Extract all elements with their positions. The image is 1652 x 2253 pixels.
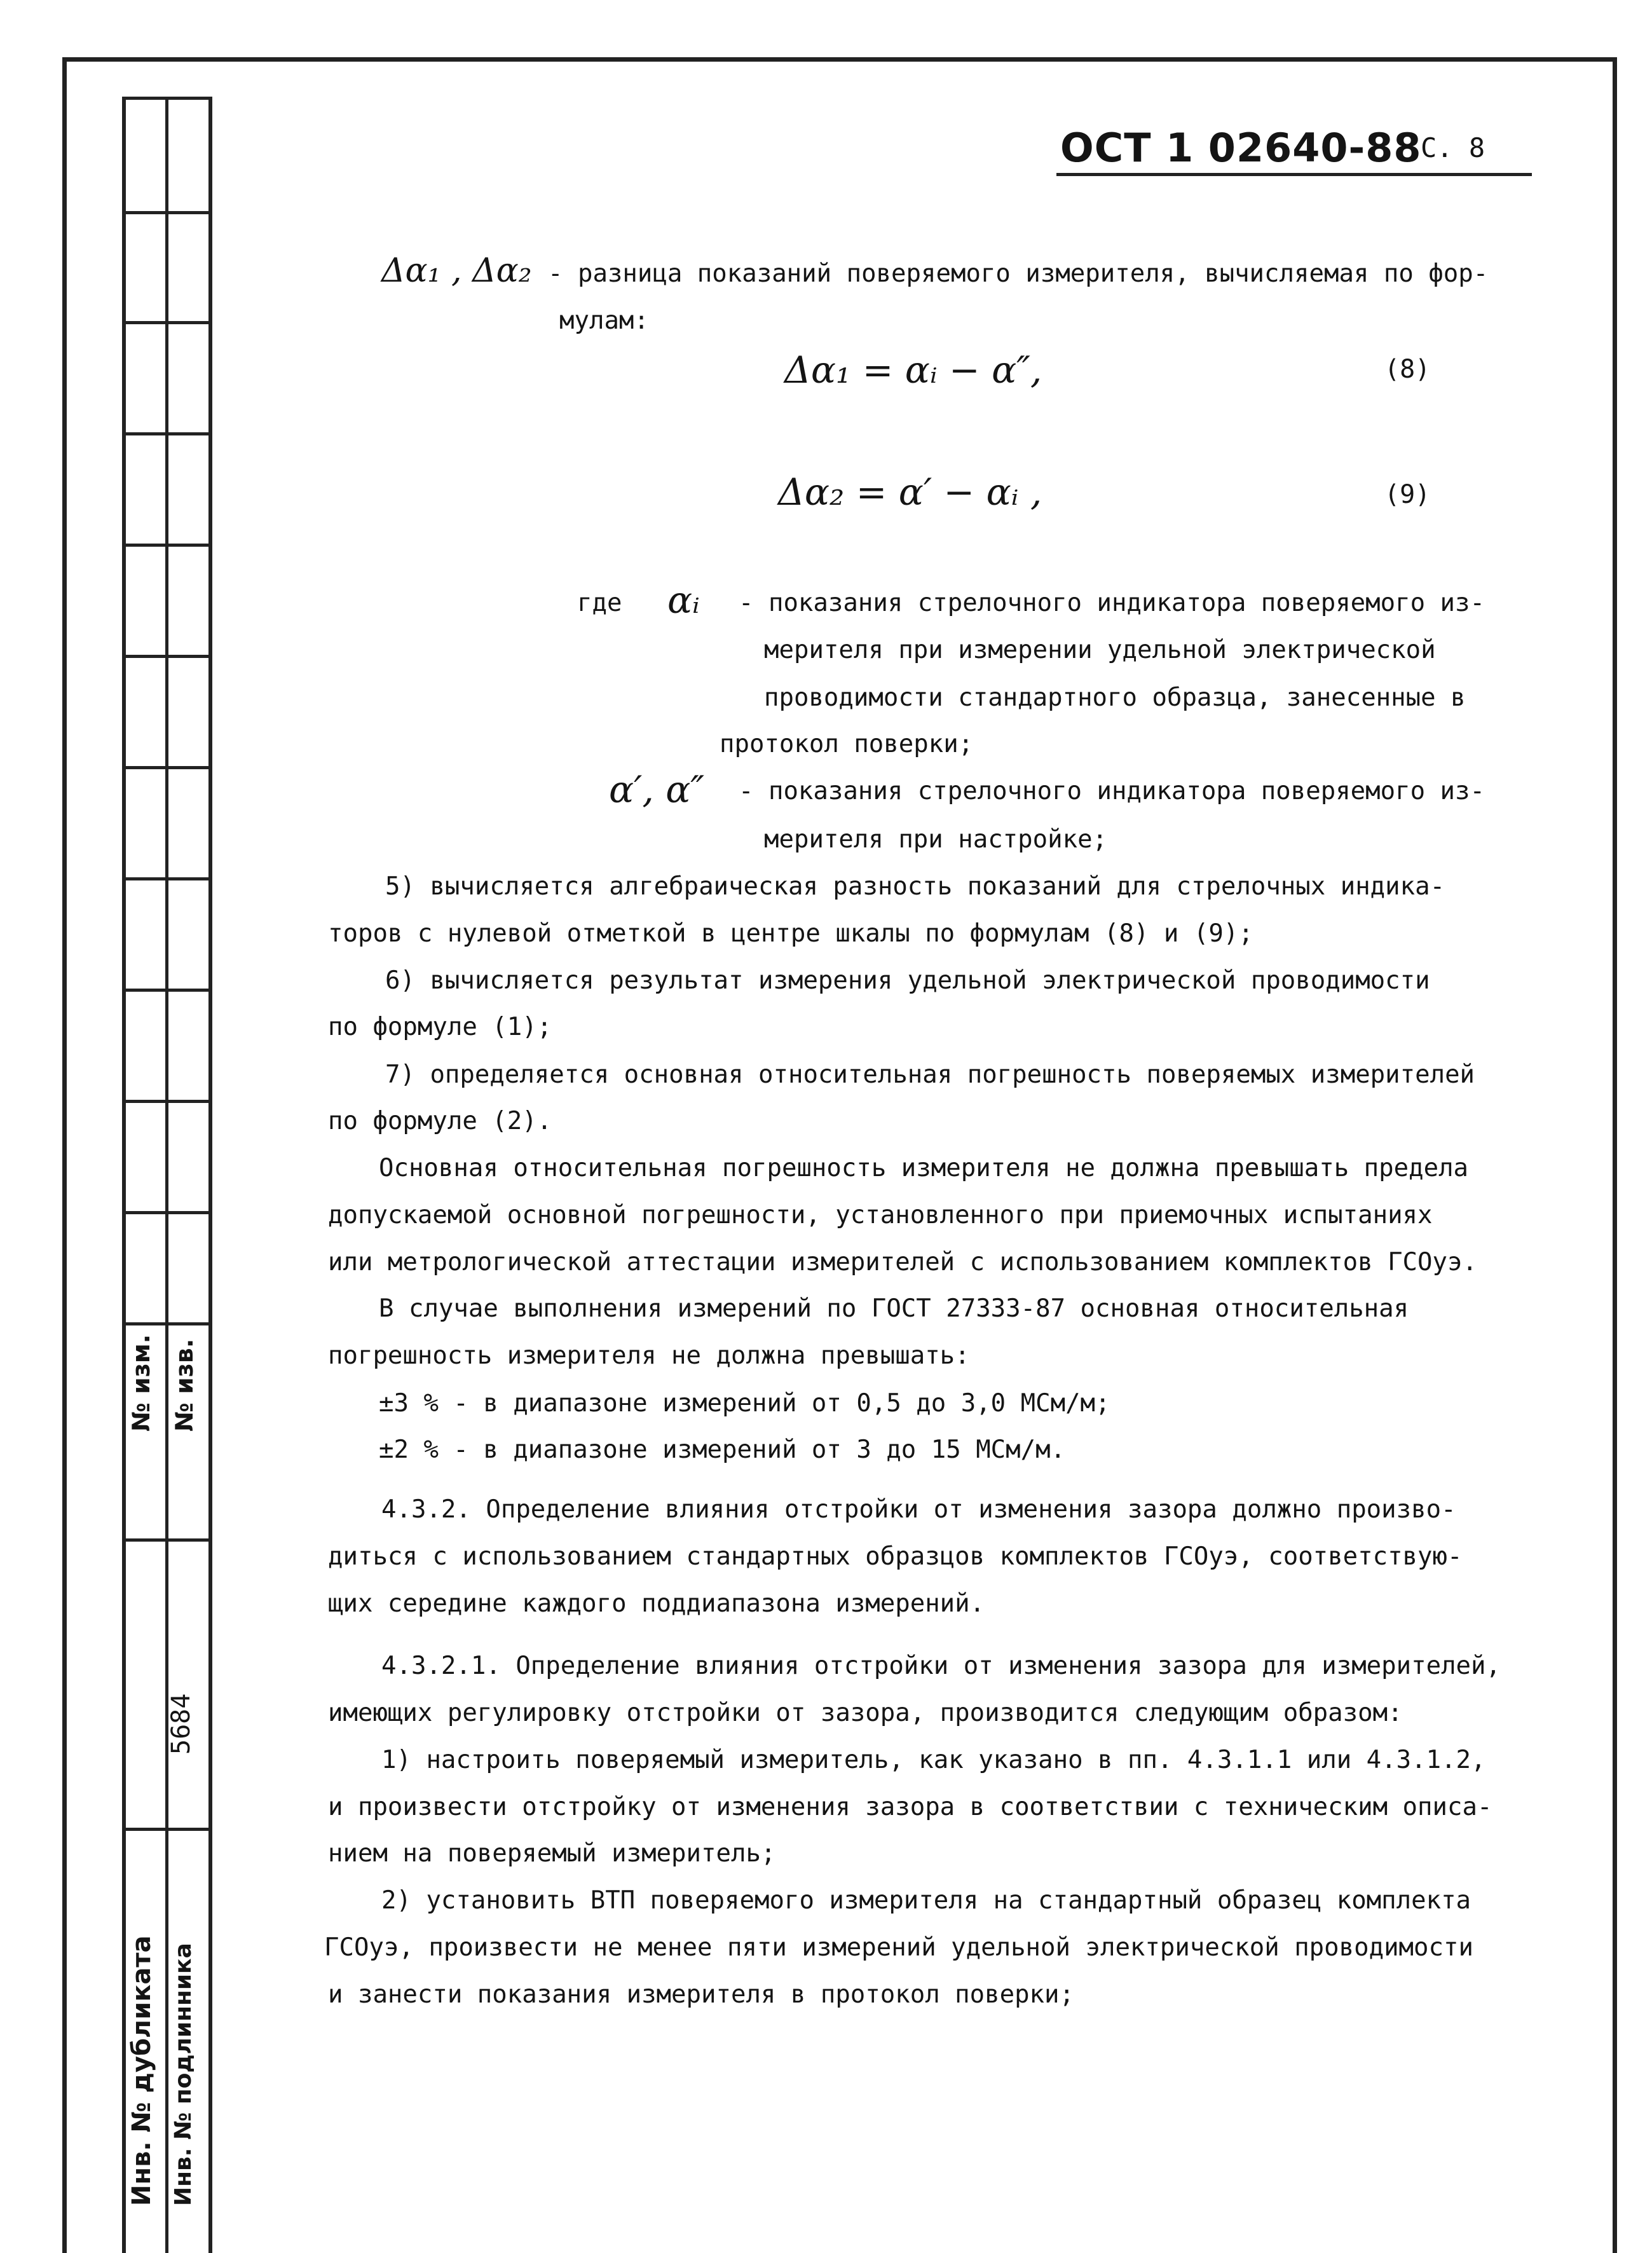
alpha-prime-symbols: α′, α″ (609, 768, 705, 811)
page-number: С. 8 (1421, 132, 1485, 163)
body-line: по формуле (1); (328, 1013, 552, 1041)
body-line: ГСОуэ, произвести не менее пяти измерений удельной электрической проводимости (324, 1933, 1473, 1962)
body-line: 7) определяется основная относительная погрешность поверяемых измерителей (385, 1060, 1475, 1089)
stamp-row (122, 1828, 211, 1831)
stamp-row (122, 877, 211, 880)
body-line: или метрологической аттестации измерителей с использованием комплектов ГСОуэ. (328, 1248, 1477, 1277)
body-line: нием на поверяемый измеритель; (328, 1839, 776, 1868)
body-line: и произвести отстройку от изменения зазора в соответствии с техническим описа- (328, 1793, 1492, 1821)
frame-right-border (1613, 57, 1617, 2253)
stamp-col-line-2 (165, 97, 168, 2253)
alpha-i-symbol: αᵢ (667, 579, 700, 622)
body-line: торов с нулевой отметкой в центре шкалы по формулам (8) и (9); (328, 919, 1253, 948)
stamp-row (122, 989, 211, 992)
stamp-row (122, 1322, 211, 1325)
body-line: щих середине каждого поддиапазона измерений. (328, 1589, 985, 1618)
duplicate-inventory-label: Инв. № дубликата (127, 1935, 156, 2206)
change-number-label: № изм. (127, 1334, 155, 1432)
term-definition-line: - показания стрелочного индикатора поверяемого из- (739, 777, 1485, 805)
body-line: В случае выполнения измерений по ГОСТ 27333-87 основная относительная (379, 1294, 1409, 1323)
body-line: 4.3.2. Определение влияния отстройки от изменения зазора должно произво- (381, 1495, 1456, 1524)
body-line: 5) вычисляется алгебраическая разность показаний для стрелочных индика- (385, 872, 1445, 901)
formula-9-number: (9) (1384, 480, 1431, 509)
body-line: 6) вычисляется результат измерения удельной электрической проводимости (385, 966, 1430, 995)
frame-top-border (62, 57, 1617, 62)
body-line: 4.3.2.1. Определение влияния отстройки от изменения зазора для измерителей, (381, 1652, 1501, 1680)
stamp-row-top (122, 97, 211, 100)
stamp-row (122, 655, 211, 658)
body-line: 1) настроить поверяемый измеритель, как указано в пп. 4.3.1.1 или 4.3.1.2, (381, 1746, 1486, 1774)
formula-9: Δα₂ = α′ − αᵢ , (778, 470, 1042, 514)
definition-line: мулам: (559, 306, 649, 335)
header-underline (1056, 173, 1532, 176)
frame-left-border (62, 57, 67, 2253)
body-line: диться с использованием стандартных образцов комплектов ГСОуэ, соответствую- (328, 1542, 1463, 1571)
notice-number-label: № изв. (170, 1338, 198, 1432)
body-line: погрешность измерителя не должна превышать: (328, 1341, 970, 1370)
body-line: ±2 % - в диапазоне измерений от 3 до 15 МСм/м. (379, 1435, 1066, 1464)
original-inventory-label: Инв. № подлинника (170, 1943, 196, 2206)
term-definition-line: - показания стрелочного индикатора поверяемого из- (739, 589, 1485, 617)
term-definition-line: проводимости стандартного образца, занесенные в (764, 683, 1466, 712)
term-definition-line: мерителя при настройке; (764, 825, 1108, 854)
definition-line: - разница показаний поверяемого измерителя, вычисляемая по фор- (548, 259, 1489, 288)
term-definition-line: мерителя при измерении удельной электрической (764, 636, 1436, 664)
body-line: ±3 % - в диапазоне измерений от 0,5 до 3,0 МСм/м; (379, 1389, 1110, 1418)
body-line: 2) установить ВТП поверяемого измерителя на стандартный образец комплекта (381, 1886, 1471, 1915)
stamp-row (122, 1100, 211, 1103)
stamp-row (122, 544, 211, 547)
body-line: Основная относительная погрешность измерителя не должна превышать предела (379, 1154, 1469, 1182)
body-line: по формуле (2). (328, 1107, 552, 1135)
formula-8: Δα₁ = αᵢ − α″, (784, 348, 1042, 392)
where-word: где (577, 589, 622, 617)
stamp-row (122, 1211, 211, 1214)
term-definition-line: протокол поверки; (720, 730, 974, 758)
stamp-row (122, 432, 211, 435)
body-line: имеющих регулировку отстройки от зазора, производится следующим образом: (328, 1699, 1403, 1727)
formula-8-number: (8) (1384, 355, 1431, 384)
stamp-col-line-3 (208, 97, 212, 2253)
stamp-col-line-1 (122, 97, 126, 2253)
original-inventory-number: 5684 (167, 1693, 196, 1755)
delta-symbols: Δα₁ , Δα₂ (381, 252, 532, 290)
stamp-row (122, 766, 211, 769)
body-line: и занести показания измерителя в протокол поверки; (328, 1980, 1074, 2009)
stamp-row (122, 211, 211, 214)
stamp-row (122, 321, 211, 324)
standard-designation: ОСТ 1 02640-88 (1060, 125, 1422, 171)
stamp-row (122, 1538, 211, 1542)
body-line: допускаемой основной погрешности, установленного при приемочных испытаниях (328, 1201, 1433, 1229)
